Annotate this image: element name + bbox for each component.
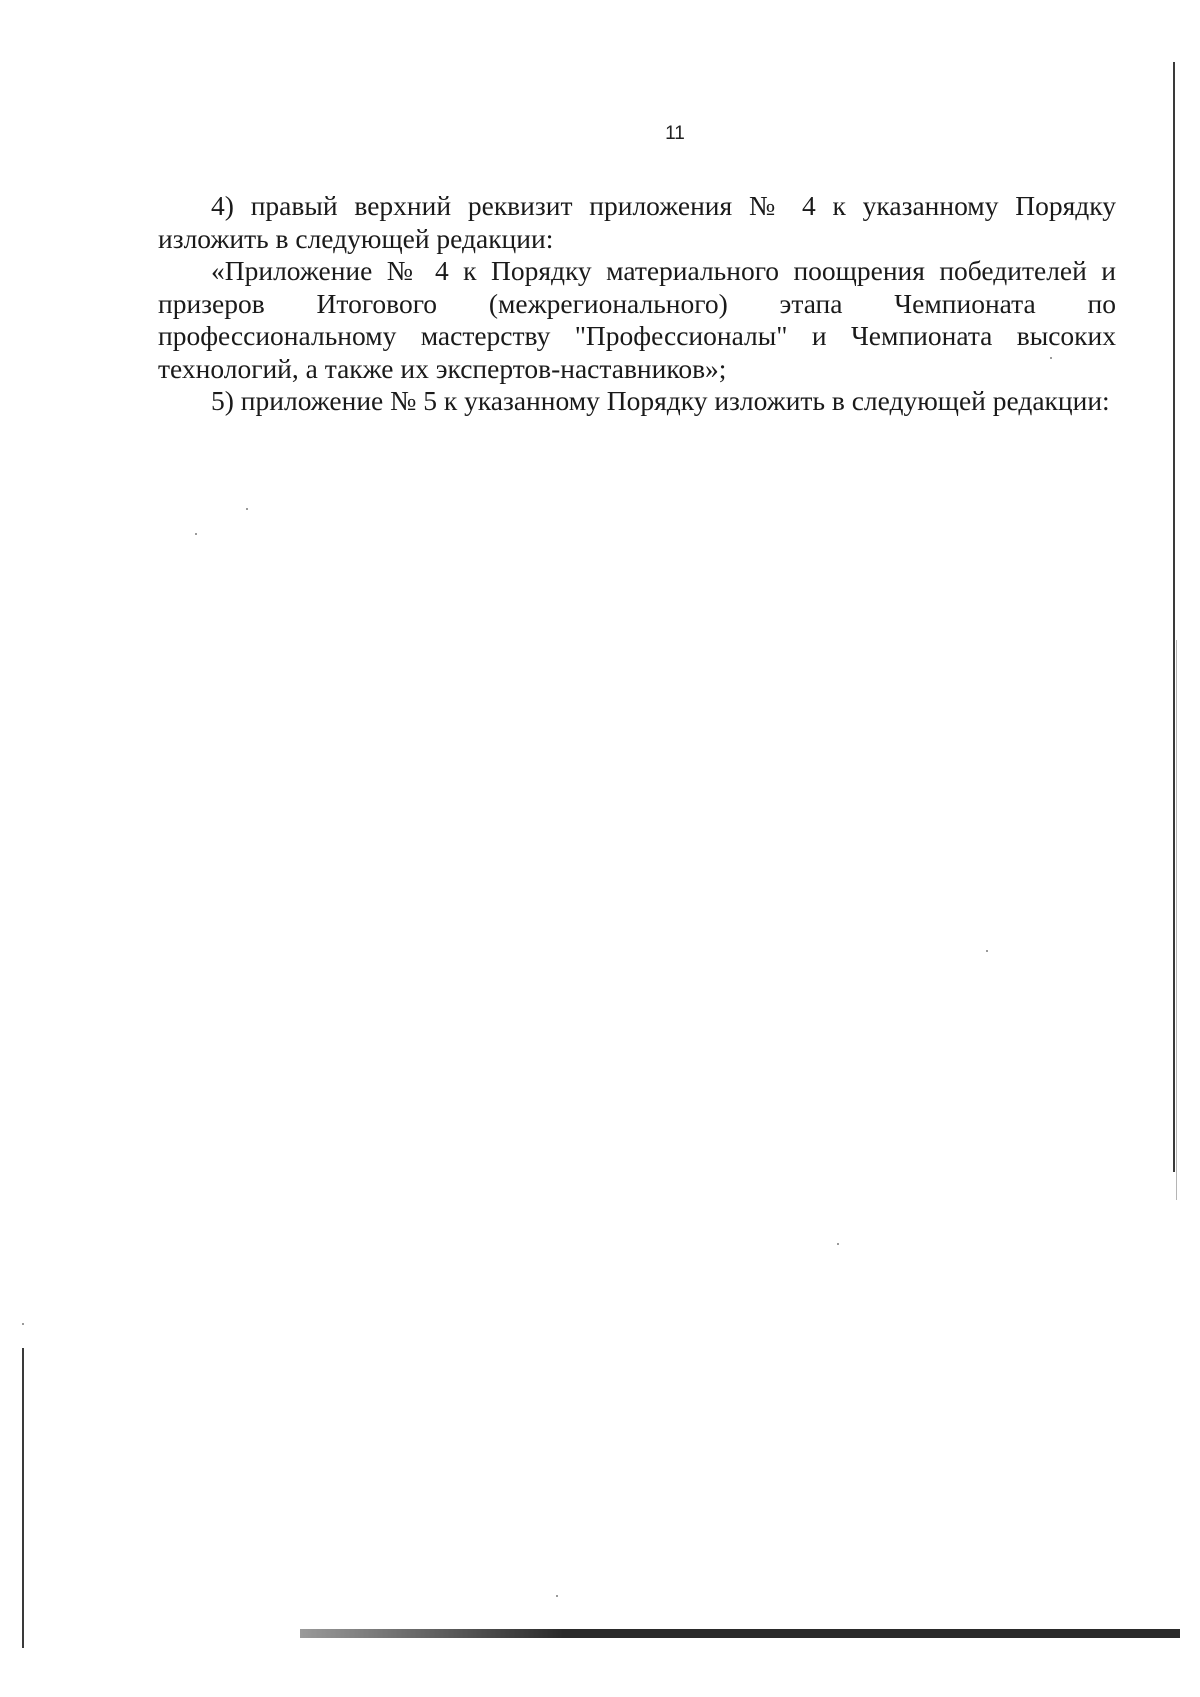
paragraph-item-5: 5) приложение № 5 к указанному Порядку изложить в следующей редакции: [211, 385, 1110, 416]
page-number: 11 [665, 123, 685, 144]
scan-speck [1050, 357, 1052, 359]
scan-speck [195, 533, 197, 535]
scan-border-right [1173, 62, 1175, 1172]
scan-speck [986, 950, 988, 952]
document-body [158, 190, 1116, 418]
scan-border-bottom [300, 1629, 1180, 1638]
scan-speck [556, 1595, 558, 1597]
paragraph-quoted-appendix-title: «Приложение № 4 к Порядку материального поощрения победителей и призеров Итогового (межрегионального) этапа Чемпионата по профессиональному мастерству "Профессионалы" и Чемпионата высоких технологий, а также их экспертов-наставников»; [158, 255, 1116, 384]
paragraph-item-4: 4) правый верхний реквизит приложения № 4 к указанному Порядку изложить в следующей редакции: [158, 190, 1116, 254]
scan-speck [246, 508, 248, 510]
scan-speck [22, 1323, 24, 1325]
scan-border-right-faint [1176, 640, 1177, 1200]
scan-speck [837, 1243, 839, 1245]
scan-border-left [22, 1348, 24, 1648]
